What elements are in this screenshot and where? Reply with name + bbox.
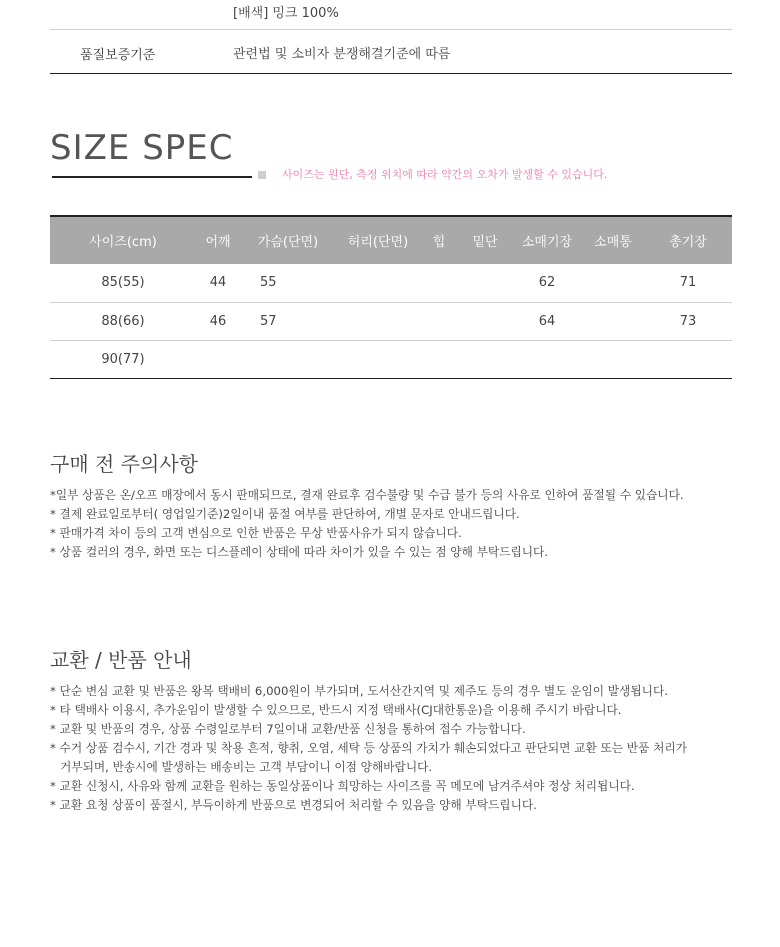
- list-item: * 수거 상품 검수시, 기간 경과 및 착용 흔적, 향취, 오염, 세탁 등 상품의 가치가 훼손되었다고 판단되면 교환 또는 반품 처리가: [50, 741, 687, 755]
- table-cell: 55: [240, 264, 336, 302]
- table-cell: [512, 340, 582, 378]
- list-item: * 단순 변심 교환 및 반품은 왕복 택배비 6,000원이 부가되며, 도서산간지역 및 제주도 등의 경우 별도 운임이 발생됩니다.: [50, 684, 668, 698]
- table-cell: [582, 340, 644, 378]
- header-shoulder: 어깨: [196, 216, 240, 264]
- info-row-lining-value: [배색] 밍크 100%: [233, 6, 339, 21]
- table-cell: [582, 302, 644, 340]
- table-cell: [582, 264, 644, 302]
- table-row: [50, 302, 732, 340]
- list-item: * 상품 컬러의 경우, 화면 또는 디스플레이 상태에 따라 차이가 있을 수 있는 점 양해 부탁드립니다.: [50, 545, 549, 559]
- exchange-notice-title: 교환 / 반품 안내: [50, 648, 192, 672]
- size-spec-table: [50, 215, 732, 379]
- table-cell: [240, 340, 336, 378]
- table-cell: [420, 302, 458, 340]
- table-cell: [458, 340, 512, 378]
- header-size: 사이즈(cm): [50, 216, 196, 264]
- product-info-table: [50, 0, 732, 74]
- list-item: * 결제 완료일로부터( 영업일기준)2일이내 품절 여부를 판단하여, 개별 문자로 안내드립니다.: [50, 507, 520, 521]
- purchase-notice-list: [50, 486, 750, 562]
- list-item: * 교환 요청 상품이 품절시, 부득이하게 반품으로 변경되어 처리할 수 있음을 양해 부탁드립니다.: [50, 798, 537, 812]
- info-row-lining: [50, 0, 732, 30]
- table-cell: 44: [196, 264, 240, 302]
- table-cell: [644, 340, 732, 378]
- table-cell: [336, 264, 420, 302]
- info-row-warranty: [50, 30, 732, 74]
- table-cell: 64: [512, 302, 582, 340]
- table-cell: 46: [196, 302, 240, 340]
- header-hip: 힙: [420, 216, 458, 264]
- table-cell: [420, 264, 458, 302]
- table-header-row: [50, 216, 732, 264]
- table-cell: [196, 340, 240, 378]
- purchase-notice-title: 구매 전 주의사항: [50, 452, 198, 476]
- header-waist: 허리(단면): [336, 216, 420, 264]
- table-cell: [458, 302, 512, 340]
- size-spec-underline: [52, 176, 252, 178]
- list-item: * 판매가격 차이 등의 고객 변심으로 인한 반품은 무상 반품사유가 되지 않습니다.: [50, 526, 462, 540]
- table-row: [50, 264, 732, 302]
- table-cell: [336, 302, 420, 340]
- table-cell: 73: [644, 302, 732, 340]
- table-cell: 85(55): [50, 264, 196, 302]
- list-item: 거부되며, 반송시에 발생하는 배송비는 고객 부담이니 이점 양해바랍니다.: [60, 760, 433, 774]
- table-cell: 71: [644, 264, 732, 302]
- list-item: *일부 상품은 온/오프 매장에서 동시 판매되므로, 결재 완료후 검수불량 및 수급 불가 등의 사유로 인하여 품절될 수 있습니다.: [50, 488, 684, 502]
- header-sleeve-length: 소매기장: [512, 216, 582, 264]
- list-item: * 교환 및 반품의 경우, 상품 수령일로부터 7일이내 교환/반품 신청을 통하여 접수 가능합니다.: [50, 722, 526, 736]
- table-cell: [420, 340, 458, 378]
- table-cell: [336, 340, 420, 378]
- table-row: [50, 340, 732, 378]
- square-bullet-icon: [258, 171, 266, 179]
- size-spec-note: 사이즈는 원단, 측정 위치에 따라 약간의 오차가 발생할 수 있습니다.: [282, 168, 608, 181]
- header-total-length: 총기장: [644, 216, 732, 264]
- table-cell: 88(66): [50, 302, 196, 340]
- exchange-notice-list: [50, 682, 750, 815]
- list-item: * 타 택배사 이용시, 추가운임이 발생할 수 있으므로, 반드시 지정 택배사(CJ대한통운)을 이용해 주시기 바랍니다.: [50, 703, 622, 717]
- list-item: * 교환 신청시, 사유와 함께 교환을 원하는 동일상품이나 희망하는 사이즈를 꼭 메모에 남겨주셔야 정상 처리됩니다.: [50, 779, 635, 793]
- warranty-value: 관련법 및 소비자 분쟁해결기준에 따름: [233, 47, 451, 62]
- header-hem: 밑단: [458, 216, 512, 264]
- table-cell: 57: [240, 302, 336, 340]
- table-cell: 90(77): [50, 340, 196, 378]
- size-spec-title: SIZE SPEC: [50, 128, 234, 168]
- table-cell: [458, 264, 512, 302]
- warranty-label: 품질보증기준: [80, 48, 156, 63]
- table-cell: 62: [512, 264, 582, 302]
- header-sleeve-width: 소매통: [582, 216, 644, 264]
- header-chest: 가슴(단면): [240, 216, 336, 264]
